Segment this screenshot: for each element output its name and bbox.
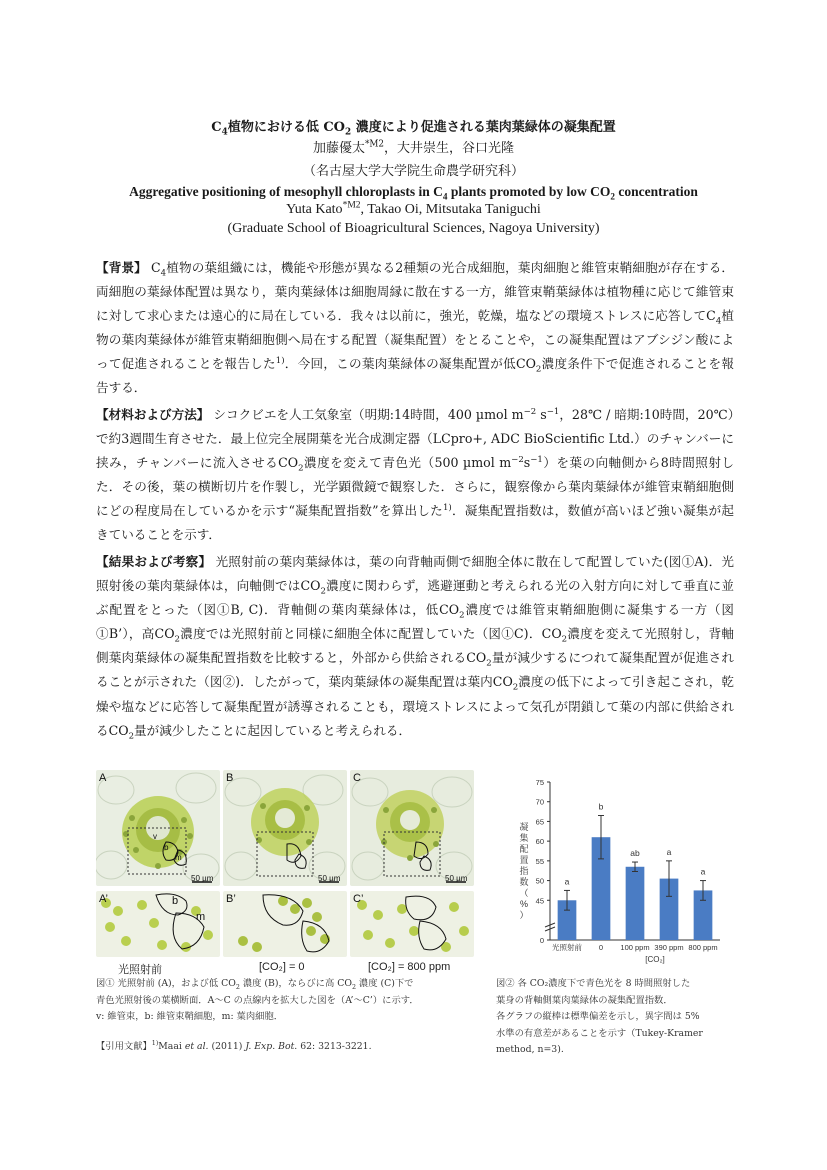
scale-bar-label-a: 50 µm bbox=[191, 874, 214, 883]
results-heading: 【結果および考察】 bbox=[96, 554, 212, 569]
figure-1 bbox=[96, 770, 474, 975]
x-tick-label: 光照射前 bbox=[552, 943, 582, 952]
y-axis-label-char: ） bbox=[519, 910, 529, 920]
significance-letter: a bbox=[700, 866, 706, 877]
figure-1-caption-line-1: 図① 光照射前 (A)，および低 $CO_2$ 濃度 (B)，ならびに高 $CO_2$ 濃度 (C)下で bbox=[96, 978, 414, 991]
zoom-cell-label-b: b bbox=[172, 895, 179, 907]
panel-label-a-zoom: A’ bbox=[99, 893, 108, 905]
figure-1-caption-line-3: v: 維管束，b: 維管束鞘細胞，m: 葉肉細胞． bbox=[96, 1011, 284, 1022]
micrograph-b-zoom-image bbox=[223, 891, 347, 957]
x-axis-label: [CO₂] bbox=[645, 955, 665, 964]
bar-chart bbox=[494, 770, 734, 970]
figure-2-caption-line-3: 各グラフの縦棒は標準偏差を示し，異字間は 5% bbox=[496, 1011, 700, 1022]
figure-2 bbox=[494, 770, 734, 970]
y-axis-label-char: % bbox=[519, 899, 529, 909]
reference: 【引用文献】$^{1)}$Maai et al. (2011) J. Exp. Bot. 62: 3213-3221. bbox=[96, 1039, 372, 1052]
y-tick-label: 60 bbox=[535, 837, 544, 847]
figure-2-caption-line-2: 葉身の背軸側葉肉葉緑体の凝集配置指数． bbox=[496, 994, 673, 1006]
condition-label-before: 光照射前 bbox=[118, 964, 162, 976]
micrograph-b-image bbox=[223, 770, 347, 886]
cell-label-m: m bbox=[175, 853, 182, 862]
micrograph-panel-c-zoom bbox=[350, 891, 474, 957]
panel-label-a: A bbox=[99, 772, 107, 784]
panel-label-c: C bbox=[353, 772, 361, 784]
y-tick-label: 50 bbox=[535, 876, 544, 886]
panel-label-b: B bbox=[226, 772, 234, 784]
y-axis-label-char: 集 bbox=[519, 833, 529, 843]
y-axis-label-char: 数 bbox=[519, 877, 529, 887]
significance-letter: a bbox=[666, 846, 672, 857]
x-tick-label: 100 ppm bbox=[620, 943, 650, 952]
background-heading: 【背景】 bbox=[96, 260, 147, 275]
results-section: 【結果および考察】 光照射前の葉肉葉緑体は，葉の向背軸両側で細胞全体に散在して配置していた(図①A)．光照射後の葉肉葉緑体は，向軸側では$CO_2$濃度に関わらず，逃避運動と考えられる光の入射方向に対して垂直に並ぶ配置をとった（図①B, C)．背軸側の葉肉葉緑体は，低$CO_2$濃度では維管束鞘細胞側に凝集する一方（図①B’），高$CO_2$濃度では光照射前と同様に細胞全体に配置していた（図①C)．$CO_2$濃度を変えて光照射し，背軸側葉肉葉緑体の凝集配置指数を比較すると，外部から供給される$CO_2$量が減少するにつれて凝集配置が促進されることが示された（図②)．したがって，葉肉葉緑体の凝集配置は葉内$CO_2$濃度の低下によって引き起こされ，乾燥や塩などに応答して凝集配置が誘導されることも，環境ストレスによって気孔が閉鎖して葉の内部に供給される$CO_2$量が減少したことに起因していると考えられる． bbox=[96, 554, 735, 742]
cell-label-b: b bbox=[164, 843, 169, 852]
en-affiliation: (Graduate School of Bioagricultural Sciences, Nagoya University) bbox=[227, 221, 600, 236]
condition-label-co2-800: [CO₂] = 800 ppm bbox=[368, 961, 451, 973]
methods-heading: 【材料および方法】 bbox=[96, 407, 210, 422]
figure-1-caption-line-2: 青色光照射後の葉横断面．A～C の点線内を拡大した図を（A’～C’）に示す． bbox=[96, 994, 419, 1006]
micrograph-panel-c bbox=[350, 770, 474, 886]
jp-authors: 加藤優太$^{*M2}$，大井崇生，谷口光隆 bbox=[312, 139, 515, 156]
y-axis-label-char: 配 bbox=[519, 844, 529, 854]
methods-section: 【材料および方法】 シコクビエを人工気象室（明期:14時間，400 µmol $m^{-2}$ $s^{-1}$，28℃ / 暗期:10時間，20℃）で約3週間生育させた．最上位完全展開葉を光合成測定器（LCpro+, ADC BioScientific Ltd.）のチャンバーに挟み，チャンバーに流入させる$CO_2$濃度を変えて青色光（500 µmol $m^{-2}s^{-1}$）を葉の向軸側から8時間照射した．その後，葉の横断切片を作製し，光学顕微鏡で観察した．さらに，観察像から葉肉葉緑体が維管束鞘細胞側にどの程度局在しているかを示す“凝集配置指数”を算出した$^{1)}$．凝集配置指数は，数値が高いほど強い凝集が起きていることを示す． bbox=[96, 406, 735, 543]
y-axis-label-char: （ bbox=[519, 888, 529, 898]
panel-label-b-zoom: B’ bbox=[226, 893, 236, 905]
condition-label-co2-0: [CO₂] = 0 bbox=[259, 961, 305, 973]
x-tick-label: 390 ppm bbox=[654, 943, 684, 952]
en-title: Aggregative positioning of mesophyll chloroplasts in $C_4$ plants promoted by low $CO_2$ concentration bbox=[129, 184, 698, 202]
x-tick-label: 0 bbox=[598, 943, 604, 952]
micrograph-panel-b-zoom bbox=[223, 891, 347, 957]
y-tick-label: 65 bbox=[535, 817, 544, 827]
figure-1-caption bbox=[96, 976, 476, 1026]
y-axis-label-char: 置 bbox=[519, 855, 529, 865]
zoom-cell-label-m: m bbox=[196, 911, 206, 923]
bar bbox=[626, 867, 645, 940]
en-authors: Yuta Kato$^{*M2}$, Takao Oi, Mitsutaka Taniguchi bbox=[286, 200, 541, 217]
y-tick-label: 75 bbox=[535, 778, 544, 787]
micrograph-panel-b bbox=[223, 770, 347, 886]
x-tick-label: 800 ppm bbox=[688, 943, 718, 952]
significance-letter: a bbox=[564, 876, 570, 887]
jp-title: $C_4$植物における低 $CO_2$ 濃度により促進される葉肉葉緑体の凝集配置 bbox=[211, 120, 616, 138]
y-axis-label-char: 指 bbox=[519, 866, 529, 876]
micrograph-c-image bbox=[350, 770, 474, 886]
micrograph-a-zoom-image bbox=[96, 891, 220, 957]
micrograph-a-image bbox=[96, 770, 220, 886]
figure-2-caption-line-1: 図② 各 CO₂濃度下で青色光を 8 時間照射した bbox=[496, 978, 691, 989]
y-tick-label: 45 bbox=[535, 896, 544, 906]
y-tick-label: 55 bbox=[535, 856, 544, 866]
y-axis-label-char: 凝 bbox=[519, 822, 529, 832]
panel-label-c-zoom: C’ bbox=[353, 893, 364, 905]
y-tick-label: 70 bbox=[535, 797, 544, 807]
significance-letter: ab bbox=[630, 848, 640, 859]
micrograph-panel-a-zoom bbox=[96, 891, 220, 957]
significance-letter: b bbox=[598, 801, 604, 812]
cell-label-v: v bbox=[153, 832, 157, 841]
micrograph-panel-a bbox=[96, 770, 220, 886]
y-tick-label: 0 bbox=[539, 936, 544, 945]
jp-affiliation: （名古屋大学大学院生命農学研究科） bbox=[302, 164, 524, 179]
figure-2-caption bbox=[496, 976, 736, 1059]
scale-bar-label-b: 50 µm bbox=[318, 874, 341, 883]
micrograph-c-zoom-image bbox=[350, 891, 474, 957]
scale-bar-label-c: 50 µm bbox=[445, 874, 468, 883]
figure-2-caption-line-4: 水準の有意差があることを示す（Tukey‐Kramer bbox=[496, 1027, 703, 1039]
figure-2-caption-line-5: method, n=3). bbox=[496, 1044, 564, 1055]
background-section: 【背景】 $C_4$植物の葉組織には，機能や形態が異なる2種類の光合成細胞，葉肉細胞と維管束鞘細胞が存在する．両細胞の葉緑体配置は異なり，葉肉葉緑体は細胞周縁に散在する一方，維管束鞘葉緑体は植物種に応じて維管束に対して求心または遠心的に局在している．我々は以前に，強光，乾燥，塩などの環境ストレスに応答して$C_4$植物の葉肉葉緑体が維管束鞘細胞側へ局在する配置（凝集配置）をとることや，この凝集配置はアブシジン酸によって促進されることを報告した$^{1)}$．今回，この葉肉葉緑体の凝集配置が低$CO_2$濃度条件下で促進されることを報告する． bbox=[96, 260, 735, 396]
